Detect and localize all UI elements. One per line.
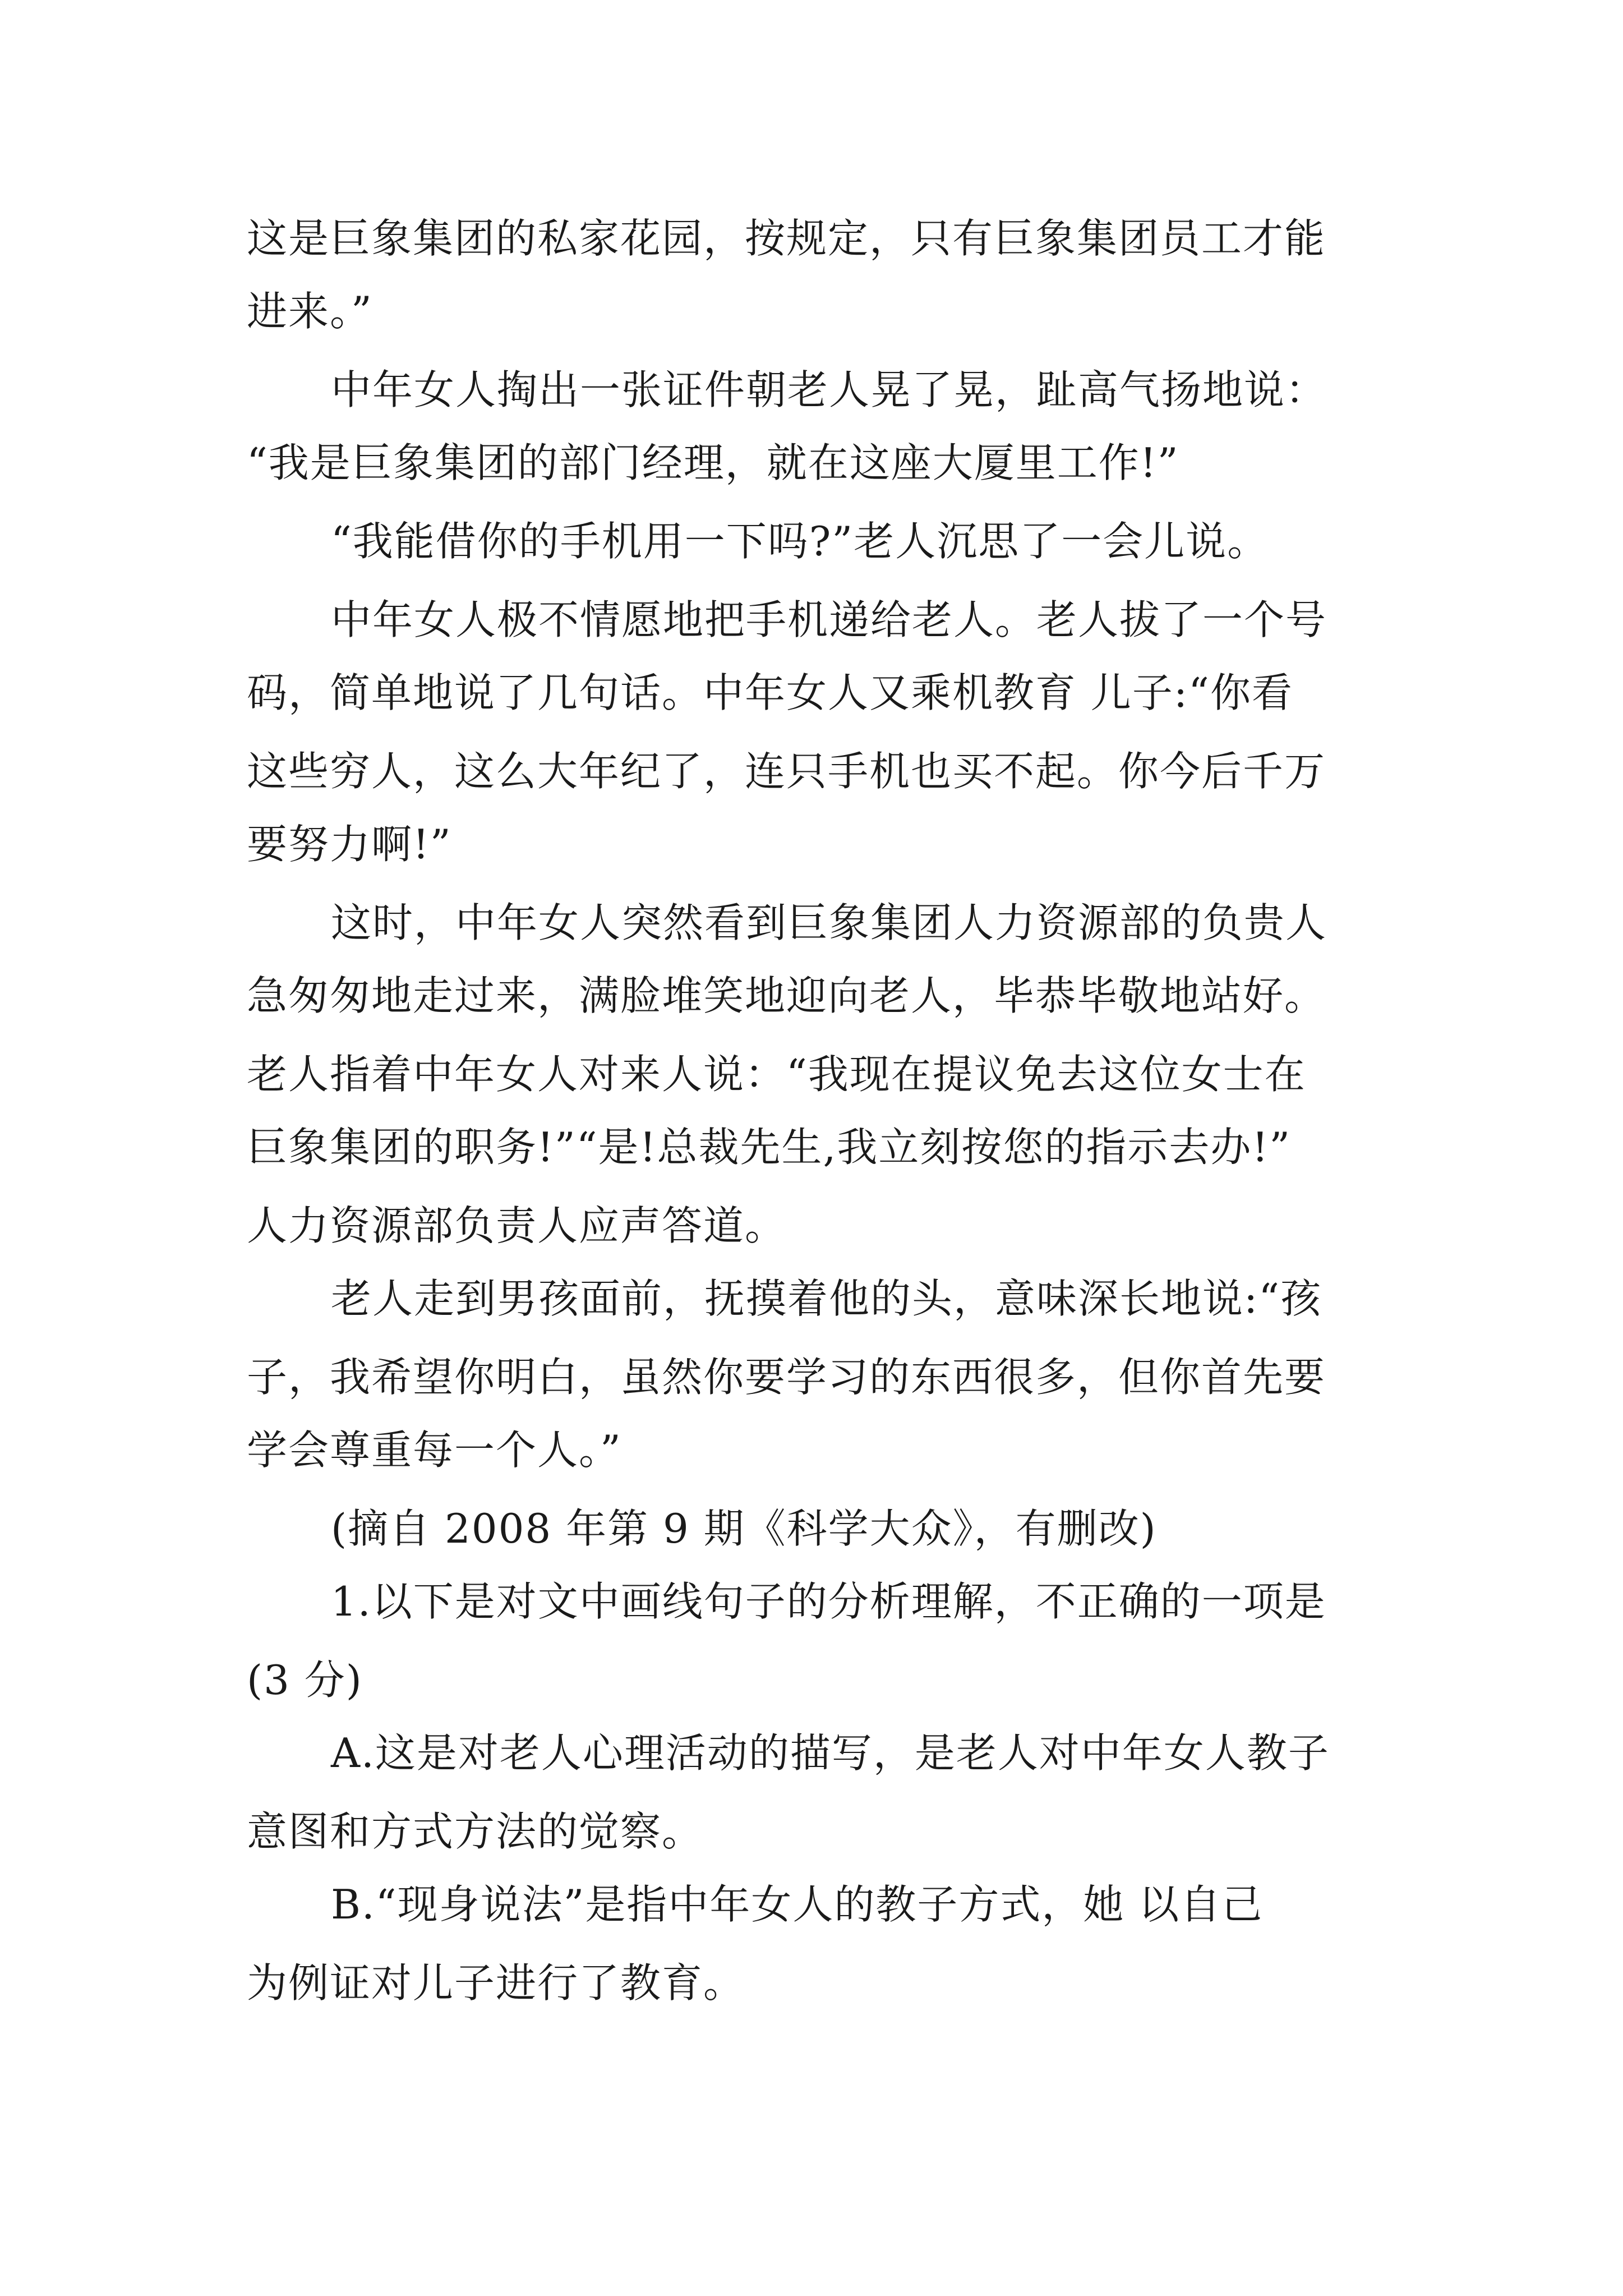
citation-line: (摘自 2008 年第 9 期《科学大众》，有删改) <box>331 1505 1157 1552</box>
text-line: 这些穷人，这么大年纪了，连只手机也买不起。你今后千万 <box>247 748 1326 795</box>
text-line: 巨象集团的职务!”“是!总裁先生,我立刻按您的指示去办!” <box>247 1124 1292 1171</box>
text-line: 学会尊重每一个人。” <box>247 1427 622 1474</box>
text-line: 中年女人掏出一张证件朝老人晃了晃，趾高气扬地说： <box>331 366 1327 413</box>
option-a-line: 意图和方式方法的觉察。 <box>247 1808 704 1855</box>
text-line: 人力资源部负责人应声答道。 <box>247 1202 787 1249</box>
text-line: 老人走到男孩面前，抚摸着他的头，意味深长地说:“孩 <box>331 1275 1322 1322</box>
text-line: 老人指着中年女人对来人说：“我现在提议免去这位女士在 <box>247 1051 1306 1098</box>
text-line: 子，我希望你明白，虽然你要学习的东西很多，但你首先要 <box>247 1354 1326 1401</box>
text-line: “我能借你的手机用一下吗?”老人沉思了一会儿说。 <box>331 518 1269 565</box>
question-line: 1.以下是对文中画线句子的分析理解，不正确的一项是 <box>331 1578 1326 1625</box>
text-line: 这是巨象集团的私家花园，按规定，只有巨象集团员工才能 <box>247 215 1326 262</box>
text-line: 进来。” <box>247 288 373 335</box>
text-line: 要努力啊!” <box>247 821 452 868</box>
question-score: (3 分) <box>247 1657 363 1704</box>
option-b-line: 为例证对儿子进行了教育。 <box>247 1959 745 2007</box>
text-line: 这时，中年女人突然看到巨象集团人力资源部的负贵人 <box>331 899 1327 946</box>
text-line: 码，简单地说了几句话。中年女人又乘机教育 儿子:“你看 <box>247 669 1293 716</box>
text-line: 急匆匆地走过来，满脸堆笑地迎向老人，毕恭毕敬地站好。 <box>247 972 1326 1019</box>
option-b-line: B.“现身说法”是指中年女人的教子方式，她 以自己 <box>331 1881 1264 1928</box>
option-a-line: A.这是对老人心理活动的描写，是老人对中年女人教子 <box>331 1729 1330 1777</box>
text-line: “我是巨象集团的部门经理，就在这座大厦里工作!” <box>247 439 1179 486</box>
text-line: 中年女人极不情愿地把手机递给老人。老人拔了一个号 <box>331 596 1327 643</box>
